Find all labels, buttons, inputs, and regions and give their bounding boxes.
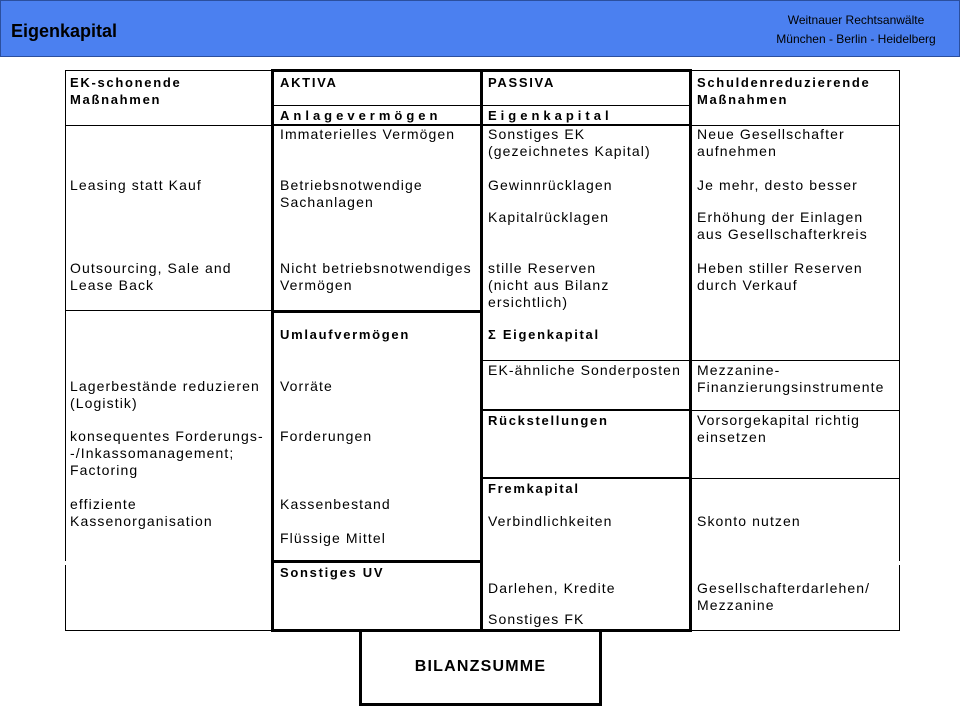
fremdkapital-item: Verbindlichkeiten: [488, 513, 613, 529]
table-rule: [899, 565, 900, 631]
bilanzsumme-label: BILANZSUMME: [414, 658, 547, 675]
header-bar: [0, 0, 960, 57]
schuldenreduzierende-item: Erhöhung der Einlagen aus Gesellschafterkreis: [697, 209, 868, 242]
firm-locations: München - Berlin - Heidelberg: [776, 32, 936, 46]
schuldenreduzierende-item: Mezzanine- Finanzierungsinstrumente: [697, 362, 885, 395]
ek-schonende-item: effiziente Kassenorganisation: [70, 496, 213, 529]
passiva-heading: PASSIVA: [488, 75, 556, 90]
umlaufvermoegen-item: Vorräte: [280, 378, 333, 394]
anlagevermoegen-item: Immaterielles Vermögen: [280, 126, 456, 142]
table-rule: [690, 410, 900, 411]
ek-schonende-item: Outsourcing, Sale and Lease Back: [70, 260, 232, 293]
table-rule: [899, 70, 900, 561]
firm-block: [761, 11, 951, 49]
schuldenreduzierende-item: Je mehr, desto besser: [697, 177, 858, 193]
eigenkapital-item: stille Reserven (nicht aus Bilanz ersichtlich): [488, 260, 610, 310]
balance-frame-rule: [480, 69, 483, 632]
table-rule: [690, 478, 900, 479]
table-rule: [65, 565, 66, 631]
table-rule: [65, 310, 272, 311]
ek-schonende-item: konsequentes Forderungs- -/Inkassomanagement; Factoring: [70, 428, 264, 478]
eigenkapital-item: Sonstiges EK (gezeichnetes Kapital): [488, 126, 651, 159]
sonstiges-uv-heading: Sonstiges UV: [280, 565, 385, 580]
eigenkapital-item: Gewinnrücklagen: [488, 177, 613, 193]
table-rule: [65, 70, 272, 71]
schuldenreduzierende-item: Skonto nutzen: [697, 513, 801, 529]
schuldenreduzierende-item: Vorsorgekapital richtig einsetzen: [697, 412, 861, 445]
balance-frame-rule: [689, 69, 692, 632]
fremdkapital-heading: Fremkapital: [488, 481, 580, 496]
ek-schonende-item: Leasing statt Kauf: [70, 177, 202, 193]
schuldenreduzierende-item: Heben stiller Reserven durch Verkauf: [697, 260, 863, 293]
balance-frame-rule: [272, 560, 481, 563]
balance-frame-rule: [481, 477, 690, 479]
bilanzsumme-box: [359, 631, 602, 706]
anlagevermoegen-heading: Anlagevermögen: [280, 108, 442, 123]
anlagevermoegen-item: Nicht betriebsnotwendiges Vermögen: [280, 260, 472, 293]
schuldenreduzierende-item: Gesellschafterdarlehen/ Mezzanine: [697, 580, 871, 613]
schuldenreduzierende-item: Neue Gesellschafter aufnehmen: [697, 126, 845, 159]
table-rule: [690, 630, 900, 631]
anlagevermoegen-item: Betriebsnotwendige Sachanlagen: [280, 177, 423, 210]
ek-schonende-heading: EK-schonende Maßnahmen: [70, 75, 182, 107]
slide-title: Eigenkapital: [11, 21, 118, 41]
balance-frame-rule: [272, 310, 481, 313]
rueckstellungen-heading: Rückstellungen: [488, 413, 609, 428]
ek-schonende-item: Lagerbestände reduzieren (Logistik): [70, 378, 260, 411]
eigenkapital-item: Kapitalrücklagen: [488, 209, 610, 225]
umlaufvermoegen-heading: Umlaufvermögen: [280, 327, 410, 342]
umlaufvermoegen-item: Forderungen: [280, 428, 373, 444]
schuldenreduzierende-heading: Schuldenreduzierende Maßnahmen: [697, 75, 871, 107]
balance-frame-rule: [271, 69, 274, 632]
aktiva-heading: AKTIVA: [280, 75, 338, 90]
firm-name: Weitnauer Rechtsanwälte: [787, 13, 925, 27]
eigenkapital-heading: Eigenkapital: [488, 108, 613, 123]
table-rule: [690, 70, 900, 71]
balance-frame-rule: [481, 409, 690, 411]
eigenkapital-sum: Σ Eigenkapital: [488, 327, 600, 342]
umlaufvermoegen-item: Kassenbestand: [280, 496, 391, 512]
umlaufvermoegen-item: Flüssige Mittel: [280, 530, 386, 546]
fremdkapital-item: Darlehen, Kredite: [488, 580, 616, 596]
fremdkapital-item: Sonstiges FK: [488, 611, 585, 627]
table-rule: [65, 630, 272, 631]
table-rule: [65, 70, 66, 561]
sonderposten-label: EK-ähnliche Sonderposten: [488, 362, 681, 378]
